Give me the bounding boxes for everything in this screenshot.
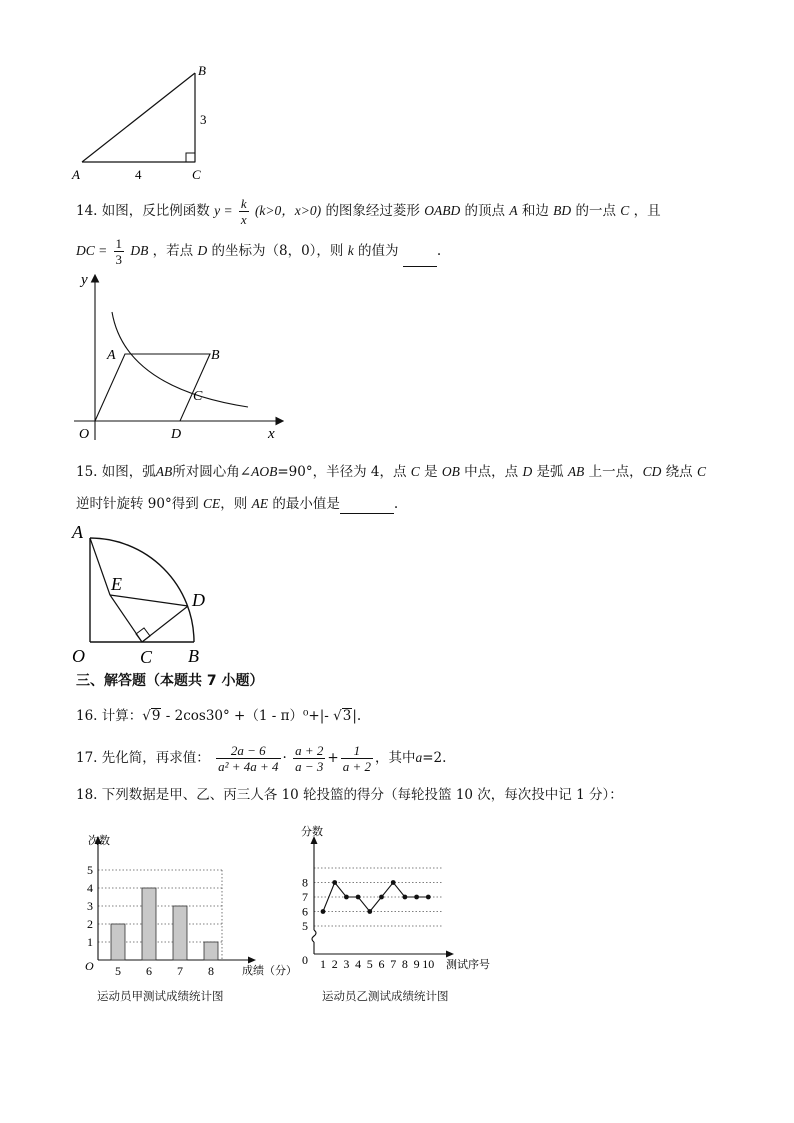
bar-chart-athlete-a	[80, 828, 297, 978]
line-chart-ytick: 8	[302, 875, 308, 890]
section-3-title: 三、解答题（本题共 7 小题）	[76, 673, 264, 689]
q17-f2-den: a − 3	[295, 759, 324, 774]
line-chart-xtick: 7	[390, 957, 397, 971]
bar-chart-caption: 运动员甲测试成绩统计图	[97, 989, 224, 1003]
q15-cd: CD	[642, 464, 662, 479]
line-chart-athlete-b	[296, 822, 501, 978]
q17-f2-num: a + 2	[295, 743, 324, 758]
q15-ce: CE	[203, 496, 221, 511]
fig15-label-b: B	[188, 646, 199, 666]
line-chart-point	[332, 880, 337, 885]
question-18	[76, 785, 623, 805]
fig13-label-ac: 4	[135, 167, 142, 182]
line-chart-xtick: 9	[413, 957, 420, 971]
q15-ae: AE	[251, 496, 269, 511]
q14-text: 的值为	[358, 243, 399, 259]
q14-number: 14.	[76, 203, 98, 219]
q15-text: =90°，半径为 4，点	[277, 464, 407, 480]
q16-sqrt-9: √9	[142, 708, 161, 724]
line-chart-point	[379, 895, 384, 900]
q14-fraction-k-over-x	[239, 196, 249, 227]
fig15-label-o: O	[72, 646, 85, 666]
line-chart-point	[391, 880, 396, 885]
bar-chart-ytick: 1	[87, 935, 93, 949]
fig15-label-c: C	[140, 647, 153, 667]
line-chart-x-arrow	[446, 951, 454, 958]
q14-frac2-num: 1	[115, 236, 123, 251]
question-14-line2	[76, 236, 441, 267]
q14-db: DB	[130, 243, 149, 258]
bar-chart-xtick: 8	[208, 964, 214, 978]
line-chart-point	[414, 895, 419, 900]
q17-fraction-1	[216, 743, 280, 774]
fig13-label-bc: 3	[200, 112, 207, 127]
q14-answer-blank[interactable]	[403, 252, 437, 267]
q14-text: 的顶点	[464, 203, 506, 219]
line-chart-xtick: 1	[320, 957, 326, 971]
bar-chart-ytick: 2	[87, 917, 93, 931]
q15-d: D	[522, 464, 533, 479]
line-chart-point	[344, 895, 349, 900]
fig13-label-c: C	[192, 167, 201, 182]
line-chart-ylabel: 分数	[301, 826, 323, 838]
q16-number: 16.	[76, 708, 98, 724]
bar-chart-ytick: 4	[87, 881, 93, 895]
q15-number: 15.	[76, 464, 98, 480]
q17-fraction-3	[341, 743, 373, 774]
bar-chart-xtick: 7	[177, 964, 183, 978]
bar-chart-xtick: 6	[146, 964, 152, 978]
q15-ob: OB	[441, 464, 460, 479]
q16-end: |.	[352, 708, 362, 724]
bar-chart-bar	[142, 888, 156, 960]
fig13-label-a: A	[72, 167, 80, 182]
line-chart-xlabel: 测试序号	[446, 959, 490, 971]
question-15-line2	[76, 494, 398, 514]
bar-chart-bar	[173, 906, 187, 960]
question-16	[76, 706, 361, 726]
q15-text: 的最小值是	[272, 496, 340, 512]
bar-chart-bar	[111, 924, 125, 960]
q17-text: =2.	[422, 750, 447, 766]
q15-aob: AOB	[251, 464, 278, 479]
q17-text: ，其中	[375, 750, 416, 766]
bar-chart-ytick: 5	[87, 863, 93, 877]
q17-text: 先化简，再求值：	[101, 750, 210, 766]
line-chart-point	[356, 895, 361, 900]
q14-text: 的图象经过菱形	[325, 203, 420, 219]
fig15-label-a: A	[72, 522, 83, 542]
q18-text: 下列数据是甲、乙、丙三人各 10 轮投篮的得分（每轮投篮 10 次，每次投中记 1 分）：	[101, 787, 623, 803]
q16-rest: - 2cos30° +（1 - π）⁰+|-	[161, 708, 334, 724]
q15-c: C	[410, 464, 420, 479]
line-chart-ytick: 6	[302, 904, 308, 919]
line-chart-xtick: 10	[422, 957, 435, 971]
q16-sqrt2-arg: 3	[342, 708, 352, 724]
bar-chart-x-arrow	[248, 957, 256, 964]
fig14-label-x: x	[268, 426, 275, 442]
fig14-label-a: A	[107, 348, 116, 363]
q16-sqrt-3: √3	[333, 708, 352, 724]
q14-y-eq: y =	[214, 203, 233, 218]
q15-text: 所对圆心角∠	[172, 464, 252, 480]
q14-oabd: OABD	[424, 203, 461, 218]
bar-chart-bar	[204, 942, 218, 960]
q15-text: 如图，弧	[101, 464, 156, 480]
line-chart-axis-break	[312, 930, 316, 942]
q14-bd: BD	[553, 203, 572, 218]
q14-text: 如图，反比例函数	[101, 203, 210, 219]
fig14-label-c: C	[193, 389, 203, 404]
bar-chart-origin: O	[85, 959, 94, 973]
q17-fraction-2	[293, 743, 325, 774]
q17-a: a	[415, 750, 423, 765]
q14-text: ，若点	[152, 243, 194, 259]
question-14-line1	[76, 196, 661, 227]
figure-15-quarter-circle	[66, 518, 226, 666]
question-15-line1	[76, 462, 706, 482]
q15-text: 逆时针旋转 90°得到	[76, 496, 199, 512]
line-chart-xtick: 8	[401, 957, 408, 971]
bar-chart-xlabel: 成绩（分）	[242, 965, 297, 977]
q15-text: ，则	[220, 496, 248, 512]
fig14-label-d: D	[171, 427, 182, 442]
bar-chart-xtick: 5	[115, 964, 121, 978]
q18-number: 18.	[76, 787, 98, 803]
q15-c2: C	[696, 464, 706, 479]
q17-number: 17.	[76, 750, 98, 766]
q15-end: .	[393, 496, 399, 512]
question-17	[76, 740, 446, 776]
q14-text: 和边	[521, 203, 549, 219]
q14-text: ，且	[633, 203, 661, 219]
q17-plus: +	[327, 750, 339, 766]
q17-f1-num: 2a − 6	[230, 743, 266, 758]
q16-sqrt-arg: 9	[151, 708, 161, 724]
line-chart-xtick: 3	[343, 957, 350, 971]
line-chart-xtick: 4	[355, 957, 362, 971]
q17-f1-den: a² + 4a + 4	[218, 759, 279, 774]
q14-point-a: A	[509, 203, 518, 218]
q14-point-c: C	[620, 203, 630, 218]
q14-fraction-one-third	[114, 236, 125, 267]
bar-chart-ylabel: 次数	[88, 835, 110, 847]
fig15-label-e: E	[111, 574, 122, 594]
line-chart-xtick: 5	[366, 957, 373, 971]
q17-f3-den: a + 2	[342, 759, 371, 774]
q14-frac2-den: 3	[115, 252, 123, 267]
line-chart-ytick: 5	[302, 919, 308, 933]
q15-ab2: AB	[567, 464, 585, 479]
line-chart-ytick: 7	[302, 890, 308, 904]
q15-text: 是弧	[536, 464, 564, 480]
q14-point-d: D	[197, 243, 208, 258]
line-chart-point	[426, 895, 431, 900]
q14-frac-den: x	[240, 212, 247, 227]
fig15-label-d: D	[192, 590, 205, 610]
q14-condition: (k>0，x>0)	[254, 203, 322, 218]
line-chart-point	[321, 909, 326, 914]
q14-frac-num: k	[240, 196, 247, 211]
q17-f3-num: 1	[353, 743, 361, 758]
line-chart-xtick: 2	[331, 957, 338, 971]
line-chart-xtick: 6	[378, 957, 385, 971]
q15-text: 中点，点	[464, 464, 519, 480]
bar-chart-ytick: 3	[87, 899, 93, 913]
fig14-label-y: y	[81, 272, 88, 288]
line-chart-origin: 0	[302, 953, 308, 967]
fig14-label-b: B	[211, 348, 220, 363]
figure-14-rhombus	[70, 268, 290, 446]
q14-dc-eq: DC =	[76, 243, 108, 258]
line-chart-caption: 运动员乙测试成绩统计图	[322, 989, 449, 1003]
line-chart-point	[403, 895, 408, 900]
q15-answer-blank[interactable]	[340, 499, 394, 514]
fig13-label-b: B	[198, 63, 206, 78]
q15-text: 上一点，	[588, 464, 643, 480]
q14-end: .	[436, 243, 442, 259]
q15-text: 绕点	[665, 464, 693, 480]
q15-text: 是	[424, 464, 438, 480]
figure-13-triangle	[66, 58, 226, 184]
line-chart-point	[367, 909, 372, 914]
fig14-label-o: O	[79, 427, 90, 442]
q14-text: 的坐标为（8，0），则	[211, 243, 344, 259]
q17-dot: ·	[282, 750, 287, 766]
q14-k: k	[347, 243, 354, 258]
q16-text: 计算：	[101, 708, 143, 724]
q15-ab: AB	[155, 464, 173, 479]
q14-text: 的一点	[575, 203, 616, 219]
